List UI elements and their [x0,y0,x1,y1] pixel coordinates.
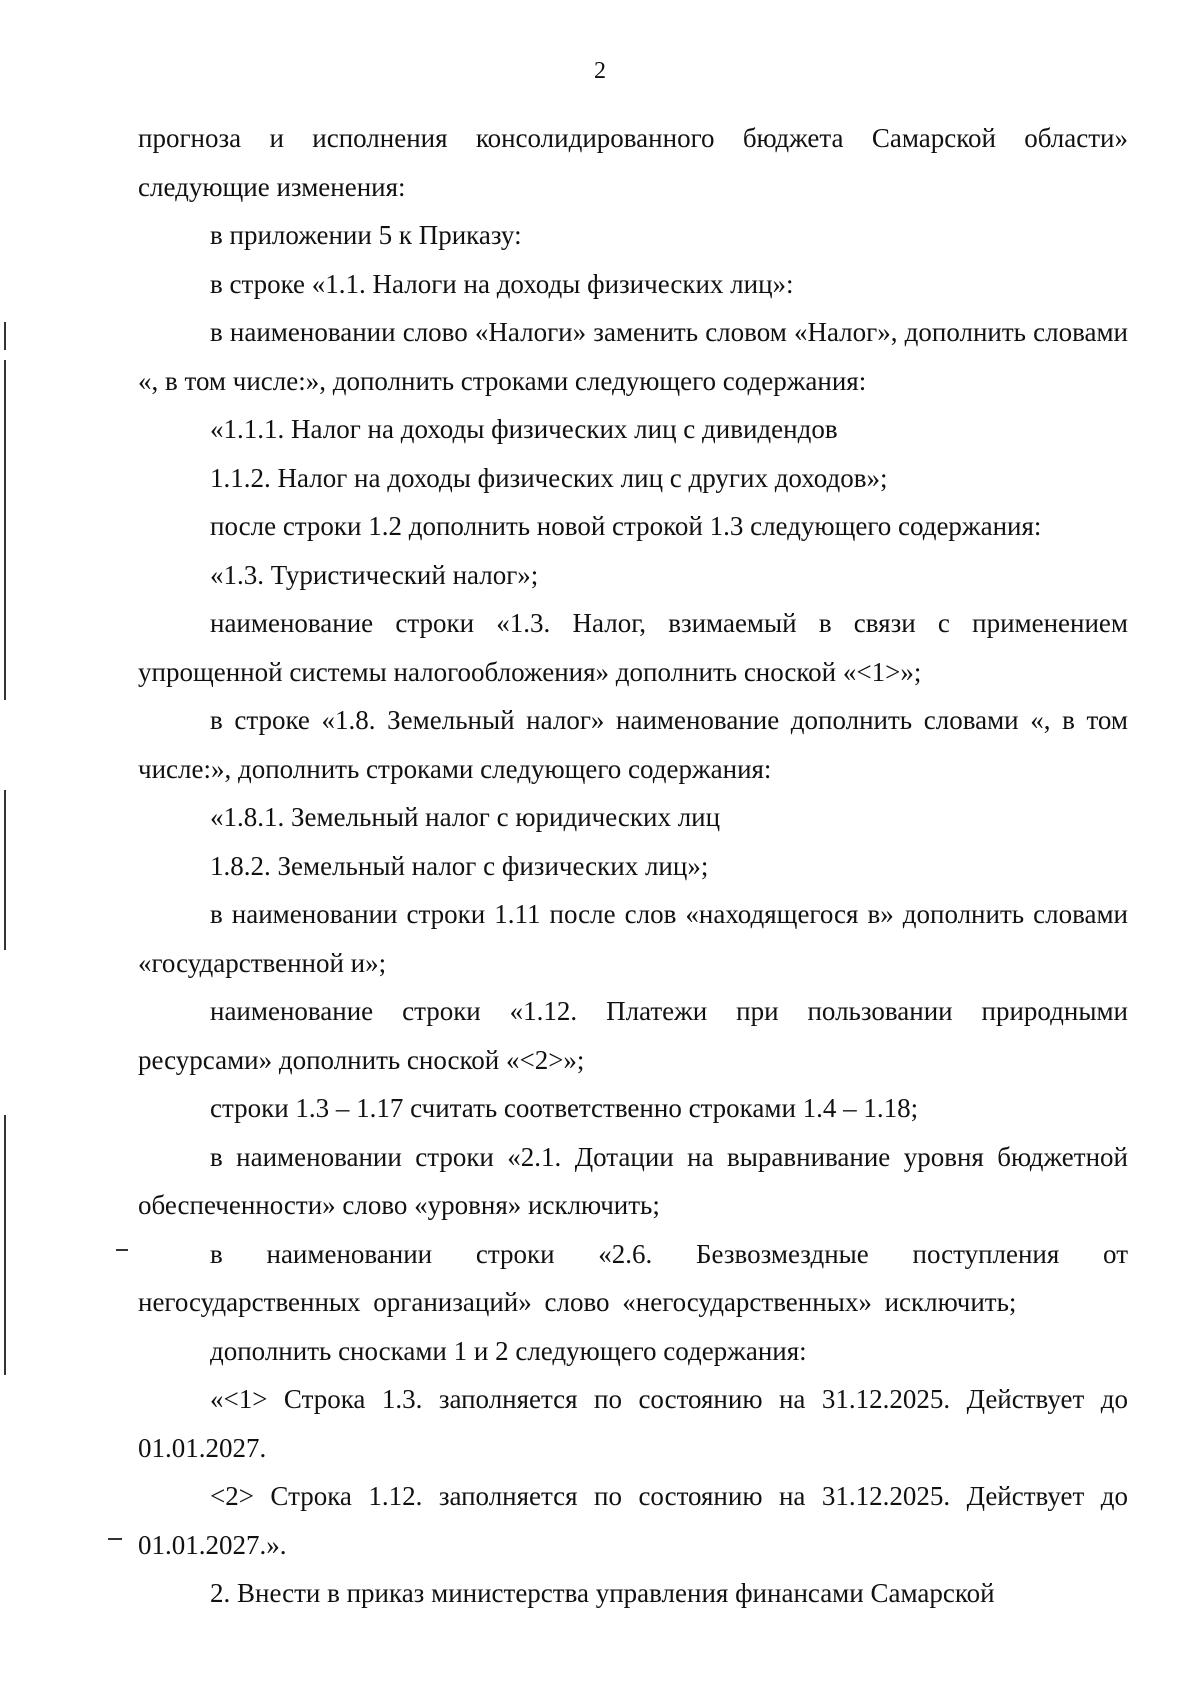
scan-mark [4,322,6,350]
paragraph: в наименовании строки «2.1. Дотации на выравнивание уровня бюджетной обеспеченности» слово «уровня» исключить; [138,1141,1128,1220]
paragraph: в наименовании строки «2.6. Безвозмездные поступления от негосударственных организаций» слово «негосударственных» исключить; [138,1238,1128,1317]
paragraph: прогноза и исполнения консолидированного бюджета Самарской области» следующие изменения: [138,123,1128,202]
paragraph: строки 1.3 – 1.17 считать соответственно строками 1.4 – 1.18; [210,1093,919,1123]
paragraph: после строки 1.2 дополнить новой строкой 1.3 следующего содержания: [210,511,1042,541]
scan-mark [108,1538,122,1540]
paragraph: 1.8.2. Земельный налог с физических лиц»; [210,850,709,881]
paragraph: наименование строки «1.3. Налог, взимаемый в связи с применением упрощенной системы налогообложения» дополнить сноской «<1>»; [138,608,1128,687]
paragraph: «1.3. Туристический налог»; [210,559,539,590]
paragraph: 1.1.2. Налог на доходы физических лиц с других доходов»; [210,462,888,493]
paragraph: в строке «1.1. Налоги на доходы физических лиц»: [210,268,794,299]
scan-mark [4,360,6,700]
page-number: 2 [594,58,606,84]
paragraph: дополнить сносками 1 и 2 следующего содержания: [210,1335,807,1366]
scan-mark [4,790,6,950]
scan-mark [116,1249,128,1251]
paragraph: в наименовании строки 1.11 после слов «находящегося в» дополнить словами «государственной и»; [138,899,1128,978]
paragraph: в приложении 5 к Приказу: [210,220,522,250]
paragraph: «1.8.1. Земельный налог с юридических лиц [210,802,721,832]
scan-mark [4,1115,6,1375]
paragraph: «<1> Строка 1.3. заполняется по состоянию на 31.12.2025. Действует до 01.01.2027. [138,1384,1128,1463]
paragraph: 2. Внести в приказ министерства управления финансами Самарской [210,1578,995,1608]
paragraph: в строке «1.8. Земельный налог» наименование дополнить словами «, в том числе:», дополнить строками следующего содержания: [138,705,1128,784]
paragraph: «1.1.1. Налог на доходы физических лиц с дивидендов [210,414,838,444]
paragraph: наименование строки «1.12. Платежи при пользовании природными ресурсами» дополнить сноской «<2>»; [138,996,1128,1075]
paragraph: <2> Строка 1.12. заполняется по состоянию на 31.12.2025. Действует до 01.01.2027.». [138,1481,1128,1560]
document-body [138,114,1128,1618]
paragraph: в наименовании слово «Налоги» заменить словом «Налог», дополнить словами «, в том числе:», дополнить строками следующего содержания: [138,317,1128,396]
